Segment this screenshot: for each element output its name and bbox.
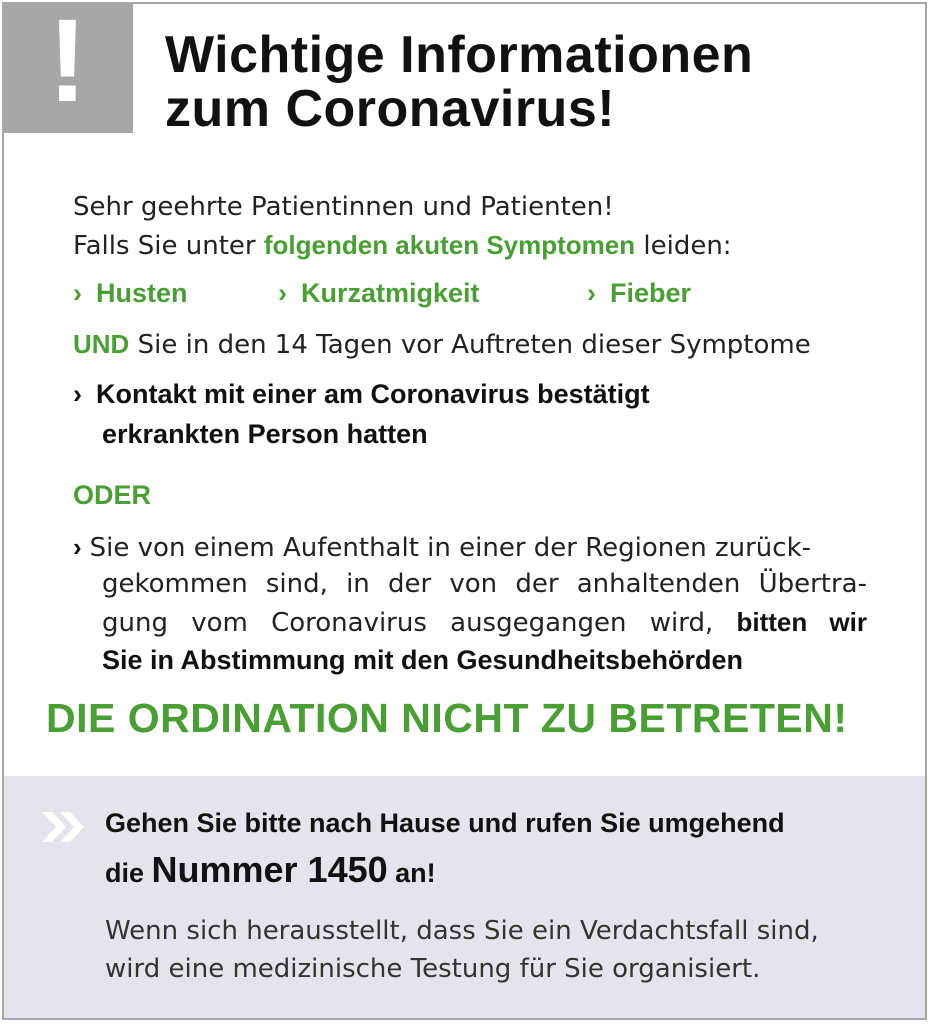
footer-instruction-line-2 <box>105 850 436 893</box>
exclamation-icon: ! <box>47 0 88 127</box>
und-condition <box>73 328 811 361</box>
footer-instruction-pre: die <box>105 858 152 888</box>
travel-text-1: Sie von einem Aufenthalt in einer der Regionen zurück- <box>89 533 812 563</box>
footer-instruction-post: an! <box>387 858 436 888</box>
symptoms-intro-highlight: folgenden akuten Symptomen <box>263 230 636 260</box>
greeting: Sehr geehrte Patientinnen und Patienten! <box>73 192 614 222</box>
symptom-label: Kurzatmigkeit <box>301 278 480 308</box>
double-chevron-right-icon <box>42 812 88 842</box>
symptoms-intro-post: leiden: <box>635 231 732 261</box>
chevron-right-icon: › <box>73 379 82 409</box>
travel-line-3 <box>102 606 867 639</box>
chevron-right-icon: › <box>73 532 82 562</box>
title-line-1: Wichtige Informationen <box>165 26 754 84</box>
warning-headline: DIE ORDINATION NICHT ZU BETRETEN! <box>46 695 848 741</box>
chevron-right-icon: › <box>587 278 596 308</box>
footer-note-line-1: Wenn sich herausstellt, dass Sie ein Verdachtsfall sind, <box>105 916 819 946</box>
oder-keyword: ODER <box>73 480 152 510</box>
footer-note-line-2: wird eine medizinische Testung für Sie organisiert. <box>105 954 761 984</box>
symptom-label: Fieber <box>610 278 692 308</box>
contact-line-1 <box>73 378 650 410</box>
contact-line-2: erkrankten Person hatten <box>102 419 428 449</box>
symptom-item <box>73 277 188 310</box>
contact-text-1: Kontakt mit einer am Coronavirus bestätigt <box>96 379 650 409</box>
symptom-label: Husten <box>96 278 188 308</box>
und-keyword: UND <box>73 329 130 359</box>
symptoms-intro-pre: Falls Sie unter <box>73 231 264 261</box>
title-line-2: zum Coronavirus! <box>165 80 616 138</box>
chevron-right-icon: › <box>73 278 82 308</box>
symptom-item <box>587 277 691 310</box>
travel-text-3: gung vom Coronavirus ausgegangen wird, <box>102 608 737 638</box>
page-title <box>165 28 753 136</box>
symptoms-intro <box>73 229 732 262</box>
travel-line-4: Sie in Abstimmung mit den Gesundheitsbehörden <box>102 645 744 675</box>
und-text: Sie in den 14 Tagen vor Auftreten dieser Symptome <box>129 330 811 360</box>
footer-instruction-line-1: Gehen Sie bitte nach Hause und rufen Sie umgehend <box>105 808 785 838</box>
travel-line-2: gekommen sind, in der von der anhaltenden Übertra- <box>102 569 867 599</box>
travel-text-3-bold: bitten wir <box>736 607 867 637</box>
chevron-right-icon: › <box>278 278 287 308</box>
hotline-number: Nummer 1450 <box>151 849 388 890</box>
footer-note <box>105 912 819 988</box>
symptom-item <box>278 277 480 310</box>
exclamation-box <box>2 2 133 133</box>
travel-line-1 <box>73 531 811 564</box>
